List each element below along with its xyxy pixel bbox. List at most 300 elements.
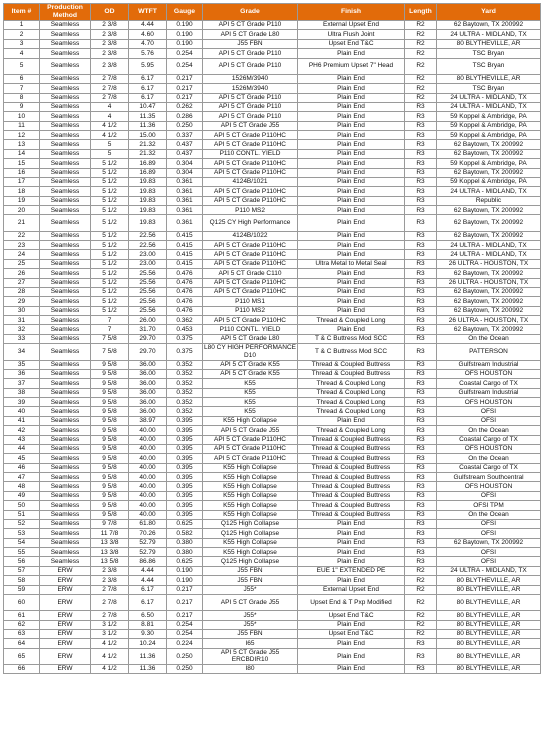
item-number-cell: 5: [4, 58, 40, 74]
gauge-cell: 0.337: [167, 131, 203, 140]
table-row: [4, 454, 541, 463]
grade-cell: K55 High Collapse: [203, 482, 298, 491]
wtft-cell: 23.00: [129, 250, 167, 259]
gauge-cell: 0.453: [167, 325, 203, 334]
gauge-cell: 0.190: [167, 30, 203, 39]
od-cell: 5 1/2: [91, 215, 129, 231]
yard-cell: 62 Baytown, TX 200992: [437, 325, 541, 334]
grade-cell: API 5 CT Grade P110: [203, 93, 298, 102]
yard-cell: 80 BLYTHEVILLE, AR: [437, 594, 541, 610]
table-row: [4, 93, 541, 102]
grade-cell: API 5 CT Grade P110HC: [203, 444, 298, 453]
length-cell: R3: [405, 287, 437, 296]
production-method-cell: Seamless: [40, 334, 91, 343]
gauge-cell: 0.362: [167, 316, 203, 325]
grade-cell: K55 High Collapse: [203, 491, 298, 500]
production-method-cell: Seamless: [40, 21, 91, 30]
length-cell: R2: [405, 39, 437, 48]
item-number-cell: 43: [4, 435, 40, 444]
gauge-cell: 0.352: [167, 388, 203, 397]
yard-cell: 80 BLYTHEVILLE, AR: [437, 39, 541, 48]
table-row: [4, 140, 541, 149]
production-method-cell: ERW: [40, 611, 91, 620]
gauge-cell: 0.361: [167, 187, 203, 196]
header-finish: Finish: [298, 4, 405, 21]
od-cell: 2 3/8: [91, 49, 129, 58]
finish-cell: Upset End T&C: [298, 629, 405, 638]
yard-cell: 62 Baytown, TX 200992: [437, 149, 541, 158]
item-number-cell: 45: [4, 454, 40, 463]
od-cell: 9 5/8: [91, 482, 129, 491]
grade-cell: API 5 CT Grade L80: [203, 30, 298, 39]
production-method-cell: Seamless: [40, 344, 91, 360]
wtft-cell: 40.00: [129, 454, 167, 463]
length-cell: R3: [405, 557, 437, 566]
yard-cell: Coastal Cargo of TX: [437, 379, 541, 388]
wtft-cell: 25.56: [129, 306, 167, 315]
wtft-cell: 40.00: [129, 426, 167, 435]
finish-cell: Plain End: [298, 168, 405, 177]
item-number-cell: 13: [4, 140, 40, 149]
length-cell: R3: [405, 231, 437, 240]
length-cell: R3: [405, 416, 437, 425]
item-number-cell: 49: [4, 491, 40, 500]
grade-cell: K55: [203, 398, 298, 407]
grade-cell: L80 CY HIGH PERFORMANCE D10: [204, 344, 296, 359]
table-row: [4, 306, 541, 315]
table-row: [4, 269, 541, 278]
finish-cell: Plain End: [298, 529, 405, 538]
finish-cell: Plain End: [298, 121, 405, 130]
wtft-cell: 52.79: [129, 548, 167, 557]
od-cell: 5 1/2: [91, 278, 129, 287]
od-cell: 7: [91, 325, 129, 334]
finish-cell: PH6 Premium Upset 7" Head: [298, 58, 405, 74]
item-number-cell: 62: [4, 620, 40, 629]
od-cell: 4 1/2: [91, 121, 129, 130]
wtft-cell: 11.36: [129, 648, 167, 664]
length-cell: R3: [405, 206, 437, 215]
finish-cell: Thread & Coupled Buttress: [298, 435, 405, 444]
gauge-cell: 0.476: [167, 287, 203, 296]
item-number-cell: 44: [4, 444, 40, 453]
od-cell: 5 1/2: [91, 196, 129, 205]
table-row: [4, 206, 541, 215]
inventory-sheet: [3, 3, 540, 674]
wtft-cell: 36.00: [129, 369, 167, 378]
wtft-cell: 8.81: [129, 620, 167, 629]
length-cell: R3: [405, 196, 437, 205]
wtft-cell: 11.35: [129, 112, 167, 121]
yard-cell: Coastal Cargo of TX: [437, 435, 541, 444]
gauge-cell: 0.254: [167, 629, 203, 638]
table-row: [4, 416, 541, 425]
item-number-cell: 57: [4, 566, 40, 575]
production-method-cell: Seamless: [40, 177, 91, 186]
table-row: [4, 444, 541, 453]
length-cell: R2: [405, 58, 437, 74]
finish-cell: Plain End: [298, 74, 405, 83]
gauge-cell: 0.217: [167, 74, 203, 83]
finish-cell: Plain End: [298, 140, 405, 149]
production-method-cell: Seamless: [40, 121, 91, 130]
grade-cell: K55 High Collapse: [203, 510, 298, 519]
production-method-cell: ERW: [40, 620, 91, 629]
length-cell: R3: [405, 177, 437, 186]
item-number-cell: 65: [4, 648, 40, 664]
od-cell: 4 1/2: [91, 639, 129, 648]
od-cell: 2 3/8: [91, 21, 129, 30]
length-cell: R2: [405, 620, 437, 629]
yard-cell: OFSI: [437, 416, 541, 425]
od-cell: 2 7/8: [91, 611, 129, 620]
finish-cell: Plain End: [298, 297, 405, 306]
finish-cell: Plain End: [298, 159, 405, 168]
table-row: [4, 611, 541, 620]
item-number-cell: 14: [4, 149, 40, 158]
gauge-cell: 0.415: [167, 250, 203, 259]
wtft-cell: 19.83: [129, 177, 167, 186]
item-number-cell: 53: [4, 529, 40, 538]
od-cell: 2 3/8: [91, 566, 129, 575]
gauge-cell: 0.190: [167, 566, 203, 575]
finish-cell: Thread & Coupled Long: [298, 426, 405, 435]
od-cell: 9 5/8: [91, 510, 129, 519]
production-method-cell: Seamless: [40, 206, 91, 215]
item-number-cell: 60: [4, 594, 40, 610]
header-gauge: Gauge: [167, 4, 203, 21]
yard-cell: 26 ULTRA - HOUSTON, TX: [437, 259, 541, 268]
wtft-cell: 86.86: [129, 557, 167, 566]
wtft-cell: 40.00: [129, 444, 167, 453]
item-number-cell: 64: [4, 639, 40, 648]
od-cell: 7 5/8: [91, 334, 129, 343]
wtft-cell: 22.56: [129, 231, 167, 240]
finish-cell: Thread & Coupled Buttress: [298, 463, 405, 472]
length-cell: R2: [405, 585, 437, 594]
finish-cell: Plain End: [298, 231, 405, 240]
length-cell: R3: [405, 435, 437, 444]
table-row: [4, 585, 541, 594]
grade-cell: P110 CONTL. YIELD: [203, 325, 298, 334]
yard-cell: 62 Baytown, TX 200992: [437, 206, 541, 215]
grade-cell: J55 FBN: [203, 566, 298, 575]
od-cell: 5 1/2: [91, 287, 129, 296]
od-cell: 5 1/2: [91, 306, 129, 315]
grade-cell: API 5 CT Grade P110: [203, 102, 298, 111]
grade-cell: K55 High Collapse: [203, 538, 298, 547]
yard-cell: 62 Baytown, TX 200992: [437, 269, 541, 278]
wtft-cell: 36.00: [129, 407, 167, 416]
production-method-cell: Seamless: [40, 510, 91, 519]
table-row: [4, 168, 541, 177]
wtft-cell: 70.26: [129, 529, 167, 538]
table-row: [4, 501, 541, 510]
item-number-cell: 4: [4, 49, 40, 58]
table-row: [4, 398, 541, 407]
item-number-cell: 20: [4, 206, 40, 215]
finish-cell: Thread & Coupled Buttress: [298, 473, 405, 482]
wtft-cell: 22.56: [129, 241, 167, 250]
grade-cell: API 5 CT Grade P110HC: [203, 278, 298, 287]
grade-cell: API 5 CT Grade K55: [203, 360, 298, 369]
grade-cell: Q125 High Collapse: [203, 557, 298, 566]
table-row: [4, 149, 541, 158]
wtft-cell: 6.17: [129, 594, 167, 610]
wtft-cell: 4.44: [129, 21, 167, 30]
yard-cell: TSC Bryan: [437, 84, 541, 93]
table-row: [4, 548, 541, 557]
gauge-cell: 0.395: [167, 435, 203, 444]
table-row: [4, 576, 541, 585]
table-row: [4, 187, 541, 196]
grade-cell: API 5 CT Grade P110: [203, 21, 298, 30]
yard-cell: Republic: [437, 196, 541, 205]
item-number-cell: 39: [4, 398, 40, 407]
grade-cell: 4124B/1022: [203, 231, 298, 240]
od-cell: 2 7/8: [91, 585, 129, 594]
gauge-cell: 0.582: [167, 529, 203, 538]
wtft-cell: 19.83: [129, 196, 167, 205]
grade-cell: 4124B/1021: [203, 177, 298, 186]
yard-cell: OFS HOUSTON: [437, 398, 541, 407]
yard-cell: 59 Koppel & Ambridge, PA: [437, 121, 541, 130]
finish-cell: Thread & Coupled Long: [298, 398, 405, 407]
production-method-cell: Seamless: [40, 84, 91, 93]
item-number-cell: 52: [4, 519, 40, 528]
production-method-cell: Seamless: [40, 463, 91, 472]
wtft-cell: 21.32: [129, 140, 167, 149]
wtft-cell: 36.00: [129, 398, 167, 407]
wtft-cell: 5.76: [129, 49, 167, 58]
production-method-cell: Seamless: [40, 454, 91, 463]
grade-cell: K55 High Collapse: [203, 501, 298, 510]
table-row: [4, 231, 541, 240]
od-cell: 9 5/8: [91, 435, 129, 444]
length-cell: R3: [405, 482, 437, 491]
production-method-cell: Seamless: [40, 482, 91, 491]
production-method-cell: Seamless: [40, 241, 91, 250]
table-row: [4, 58, 541, 74]
item-number-cell: 3: [4, 39, 40, 48]
wtft-cell: 4.70: [129, 39, 167, 48]
grade-cell: P110 MS2: [203, 306, 298, 315]
yard-cell: Gulfstream Industrial: [437, 360, 541, 369]
table-row: [4, 566, 541, 575]
finish-cell: Plain End: [298, 215, 405, 231]
production-method-cell: Seamless: [40, 519, 91, 528]
grade-cell: K55 High Collapse: [203, 473, 298, 482]
production-method-cell: Seamless: [40, 444, 91, 453]
grade-cell: K55: [203, 379, 298, 388]
gauge-cell: 0.380: [167, 538, 203, 547]
grade-cell: Q125 CY High Performance: [203, 215, 298, 231]
finish-cell: Plain End: [298, 557, 405, 566]
gauge-cell: 0.395: [167, 482, 203, 491]
yard-cell: OFSI: [437, 491, 541, 500]
production-method-cell: Seamless: [40, 538, 91, 547]
header-item-number: Item #: [4, 4, 40, 21]
yard-cell: 62 Baytown, TX 200992: [437, 140, 541, 149]
od-cell: 5 1/2: [91, 259, 129, 268]
production-method-cell: Seamless: [40, 287, 91, 296]
item-number-cell: 8: [4, 93, 40, 102]
gauge-cell: 0.190: [167, 39, 203, 48]
finish-cell: Ultra Metal to Metal Seal: [298, 259, 405, 268]
length-cell: R3: [405, 306, 437, 315]
yard-cell: OFS HOUSTON: [437, 482, 541, 491]
gauge-cell: 0.250: [167, 648, 203, 664]
length-cell: R2: [405, 629, 437, 638]
table-row: [4, 112, 541, 121]
item-number-cell: 41: [4, 416, 40, 425]
length-cell: R3: [405, 444, 437, 453]
table-row: [4, 278, 541, 287]
gauge-cell: 0.437: [167, 140, 203, 149]
grade-cell: API 5 CT Grade P110HC: [203, 454, 298, 463]
length-cell: R3: [405, 325, 437, 334]
gauge-cell: 0.361: [167, 177, 203, 186]
finish-cell: Thread & Coupled Buttress: [298, 454, 405, 463]
od-cell: 5 1/2: [91, 187, 129, 196]
wtft-cell: 31.70: [129, 325, 167, 334]
table-row: [4, 620, 541, 629]
gauge-cell: 0.352: [167, 369, 203, 378]
finish-cell: Plain End: [298, 196, 405, 205]
gauge-cell: 0.217: [167, 93, 203, 102]
finish-cell: Plain End: [298, 639, 405, 648]
length-cell: R3: [405, 501, 437, 510]
table-row: [4, 648, 541, 664]
yard-cell: 24 ULTRA - MIDLAND, TX: [437, 241, 541, 250]
finish-cell: EUE 1" EXTENDED PE: [298, 566, 405, 575]
table-row: [4, 369, 541, 378]
od-cell: 9 5/8: [91, 369, 129, 378]
od-cell: 9 5/8: [91, 398, 129, 407]
production-method-cell: Seamless: [40, 501, 91, 510]
wtft-cell: 29.70: [129, 344, 167, 360]
wtft-cell: 6.17: [129, 93, 167, 102]
gauge-cell: 0.415: [167, 241, 203, 250]
table-row: [4, 594, 541, 610]
length-cell: R3: [405, 297, 437, 306]
grade-cell: API 5 CT Grade P110HC: [203, 250, 298, 259]
production-method-cell: Seamless: [40, 30, 91, 39]
yard-cell: 80 BLYTHEVILLE, AR: [437, 648, 541, 664]
table-row: [4, 664, 541, 673]
wtft-cell: 36.00: [129, 360, 167, 369]
finish-cell: Plain End: [298, 287, 405, 296]
item-number-cell: 40: [4, 407, 40, 416]
item-number-cell: 42: [4, 426, 40, 435]
item-number-cell: 16: [4, 168, 40, 177]
table-row: [4, 196, 541, 205]
finish-cell: Upset End T&C: [298, 611, 405, 620]
production-method-cell: ERW: [40, 664, 91, 673]
wtft-cell: 25.56: [129, 287, 167, 296]
grade-cell: API 5 CT Grade C110: [203, 269, 298, 278]
table-body: [4, 21, 541, 674]
item-number-cell: 21: [4, 215, 40, 231]
od-cell: 9 5/8: [91, 426, 129, 435]
yard-cell: 62 Baytown, TX 200992: [437, 168, 541, 177]
yard-cell: Gulfstream Southcentral: [437, 473, 541, 482]
table-row: [4, 241, 541, 250]
header-od: OD: [91, 4, 129, 21]
gauge-cell: 0.375: [167, 334, 203, 343]
wtft-cell: 10.24: [129, 639, 167, 648]
production-method-cell: Seamless: [40, 259, 91, 268]
od-cell: 13 5/8: [91, 557, 129, 566]
table-row: [4, 250, 541, 259]
od-cell: 5 1/2: [91, 159, 129, 168]
production-method-cell: Seamless: [40, 149, 91, 158]
gauge-cell: 0.625: [167, 519, 203, 528]
gauge-cell: 0.380: [167, 548, 203, 557]
gauge-cell: 0.190: [167, 576, 203, 585]
table-row: [4, 121, 541, 130]
od-cell: 9 5/8: [91, 463, 129, 472]
table-row: [4, 639, 541, 648]
length-cell: R2: [405, 21, 437, 30]
yard-cell: On the Ocean: [437, 426, 541, 435]
wtft-cell: 40.00: [129, 482, 167, 491]
wtft-cell: 5.95: [129, 58, 167, 74]
wtft-cell: 16.89: [129, 168, 167, 177]
od-cell: 7 5/8: [91, 344, 129, 360]
table-row: [4, 84, 541, 93]
yard-cell: TSC Bryan: [437, 49, 541, 58]
grade-cell: P110 MS1: [203, 297, 298, 306]
item-number-cell: 51: [4, 510, 40, 519]
yard-cell: OFS HOUSTON: [437, 369, 541, 378]
item-number-cell: 66: [4, 664, 40, 673]
od-cell: 13 3/8: [91, 548, 129, 557]
table-row: [4, 529, 541, 538]
grade-cell: API 5 CT Grade P110HC: [203, 259, 298, 268]
header-row: [4, 4, 541, 21]
item-number-cell: 2: [4, 30, 40, 39]
production-method-cell: Seamless: [40, 58, 91, 74]
table-row: [4, 39, 541, 48]
item-number-cell: 54: [4, 538, 40, 547]
item-number-cell: 38: [4, 388, 40, 397]
yard-cell: 80 BLYTHEVILLE, AR: [437, 664, 541, 673]
finish-cell: Thread & Coupled Buttress: [298, 501, 405, 510]
production-method-cell: Seamless: [40, 407, 91, 416]
grade-cell: API 5 CT Grade P110: [203, 49, 298, 58]
length-cell: R3: [405, 259, 437, 268]
grade-cell: P110 CONTL. YIELD: [203, 149, 298, 158]
item-number-cell: 30: [4, 306, 40, 315]
gauge-cell: 0.395: [167, 426, 203, 435]
grade-cell: P110 MS2: [203, 206, 298, 215]
od-cell: 9 5/8: [91, 454, 129, 463]
length-cell: R3: [405, 388, 437, 397]
table-row: [4, 344, 541, 360]
item-number-cell: 50: [4, 501, 40, 510]
table-row: [4, 215, 541, 231]
length-cell: R3: [405, 241, 437, 250]
finish-cell: Thread & Coupled Long: [298, 379, 405, 388]
length-cell: R3: [405, 121, 437, 130]
item-number-cell: 59: [4, 585, 40, 594]
length-cell: R3: [405, 131, 437, 140]
table-row: [4, 473, 541, 482]
grade-cell: J55 FBN: [203, 576, 298, 585]
production-method-cell: Seamless: [40, 416, 91, 425]
finish-cell: Thread & Coupled Buttress: [298, 510, 405, 519]
